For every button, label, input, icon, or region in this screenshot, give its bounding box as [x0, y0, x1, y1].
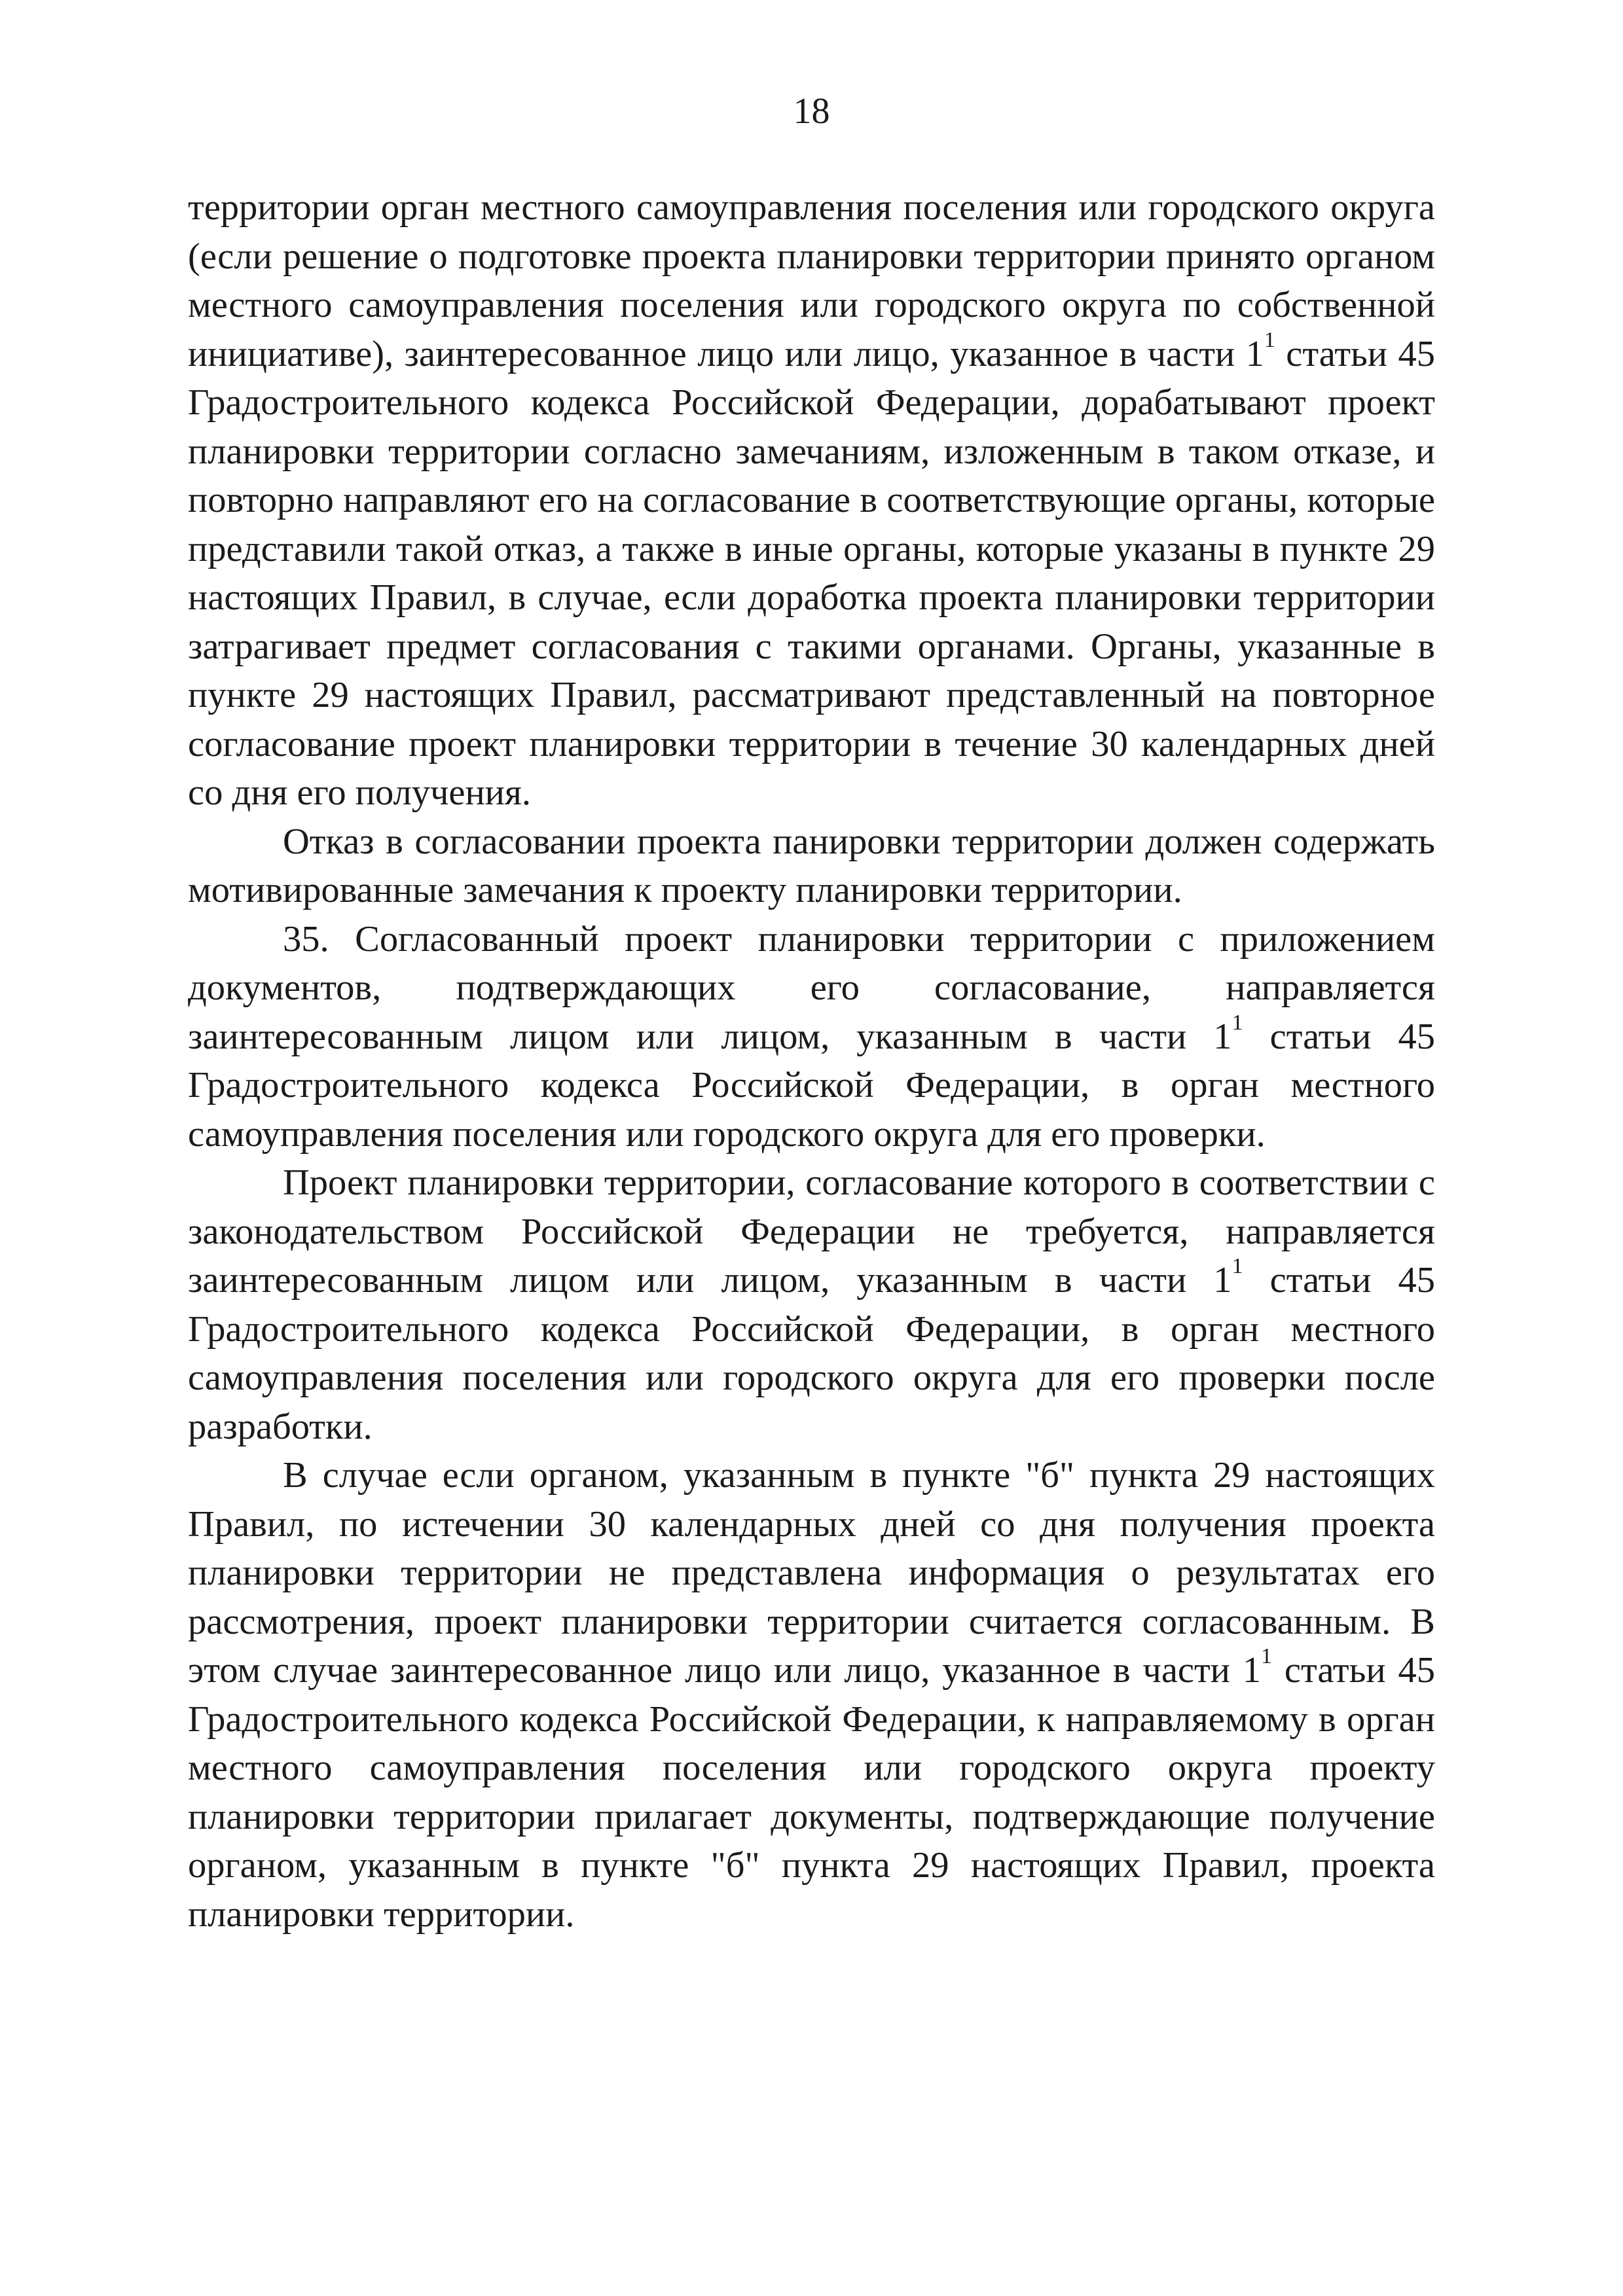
paragraph-item-35	[188, 915, 1435, 1159]
page-number: 18	[793, 91, 830, 132]
superscript: 1	[1264, 327, 1275, 352]
text-run: Проект планировки территории, согласование которого в соответствии с законодательством Российской Федерации не требуется, направляется заинтересованным лицом или лицом, указанным в части 1	[188, 1162, 1435, 1300]
text-run: территории орган местного самоуправления поселения или городского округа (если решение о подготовке проекта планировки территории принято органом местного самоуправления поселения или городского округа по собственной инициативе), заинтересованное лицо или лицо, указанное в части 1	[188, 187, 1435, 374]
text-run: статьи 45 Градостроительного кодекса Российской Федерации, к направляемому в орган местного самоуправления поселения или городского округа проекту планировки территории прилагает документы, подтверждающие получение органом, указанным в пункте "б" пункта 29 настоящих Правил, проекта планировки территории.	[188, 1650, 1435, 1935]
text-run: В случае если органом, указанным в пункте "б" пункта 29 настоящих Правил, по истечении 30 календарных дней со дня получения проекта планировки территории не представлена информация о результатах его рассмотрения, проект планировки территории считается согласованным. В этом случае заинтересованное лицо или лицо, указанное в части 1	[188, 1455, 1435, 1691]
paragraph-refusal	[188, 817, 1435, 915]
document-body	[188, 183, 1435, 1939]
text-run: статьи 45 Градостроительного кодекса Российской Федерации, дорабатывают проект планировки территории согласно замечаниям, изложенным в таком отказе, и повторно направляют его на согласование в соответствующие органы, которые представили такой отказ, а также в иные органы, которые указаны в пункте 29 настоящих Правил, в случае, если доработка проекта планировки территории затрагивает предмет согласования с такими органами. Органы, указанные в пункте 29 настоящих Правил, рассматривают представленный на повторное согласование проект планировки территории в течение 30 календарных дней со дня его получения.	[188, 333, 1435, 813]
text-run: Отказ в согласовании проекта панировки территории должен содержать мотивированные замечания к проекту планировки территории.	[188, 821, 1435, 910]
superscript: 1	[1231, 1010, 1243, 1035]
text-run: статьи 45 Градостроительного кодекса Российской Федерации, в орган местного самоуправления поселения или городского округа для его проверки.	[188, 1016, 1435, 1155]
paragraph-project	[188, 1158, 1435, 1451]
paragraph-approval-case	[188, 1451, 1435, 1939]
paragraph-continuation	[188, 183, 1435, 817]
superscript: 1	[1231, 1254, 1243, 1279]
text-run: статьи 45 Градостроительного кодекса Российской Федерации, в орган местного самоуправления поселения или городского округа для его проверки после разработки.	[188, 1260, 1435, 1447]
superscript: 1	[1261, 1644, 1272, 1669]
text-run: 35. Согласованный проект планировки территории с приложением документов, подтверждающих его согласование, направляется заинтересованным лицом или лицом, указанным в части 1	[188, 918, 1435, 1057]
